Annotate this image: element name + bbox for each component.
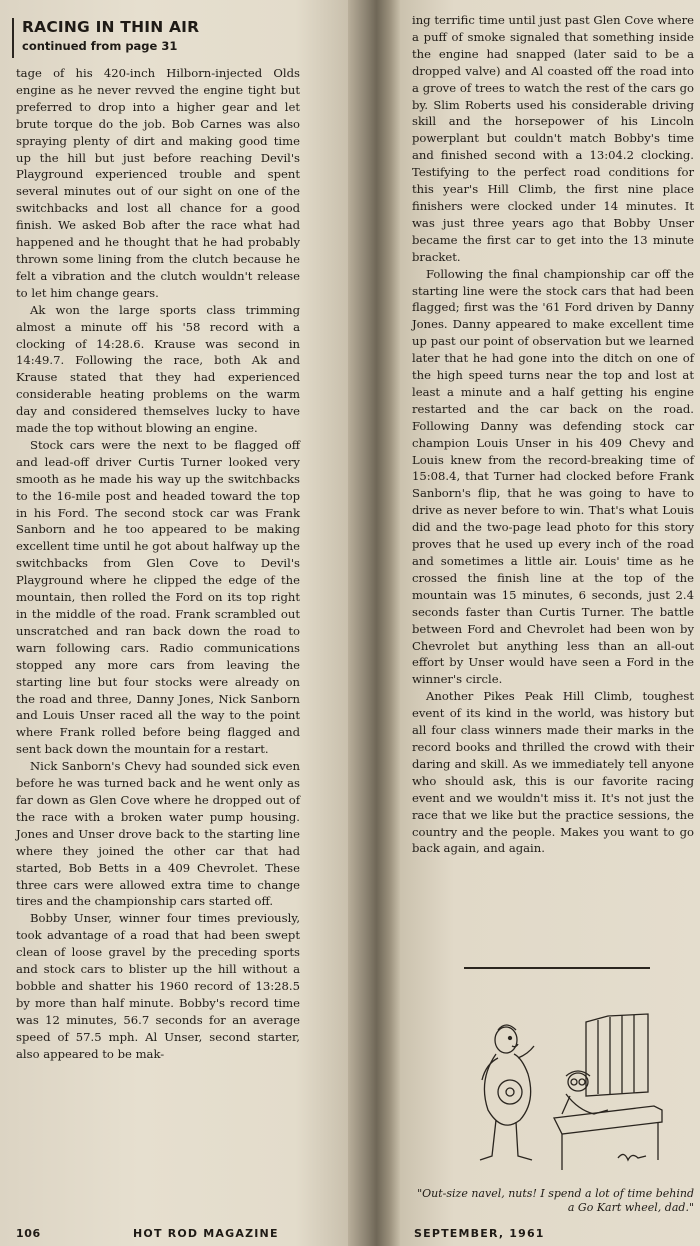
- left-page: [0, 0, 348, 1246]
- paragraph: Following the final championship car off the starting line were the stock cars that had been flagged; first was the '61 Ford driven by Danny Jones. Danny appeared to make excellent time up past our point of observation but we learned later that he had gone into the ditch on one of the high speed turns near the top and lost at least a minute and a half getting his engine restarted and the car back on the road. Following Danny was defending stock car champion Louis Unser in his 409 Chevy and Louis knew from the record-breaking time of 15:08.4, that Turner had clocked before Frank Sanborn's flip, that he was going to have to drive as never before to win. That's what Louis did and the two-page lead photo for this story proves that he used up every inch of the road and sometimes a little air. Louis' time as he crossed the finish line at the top of the mountain was 15 minutes, 6 seconds, just 2.4 seconds faster than Curtis Turner. The battle between Ford and Chevrolet had been won by Chevrolet but anything less than an all-out effort by Unser would have seen a Ford in the winner's circle.: [412, 266, 694, 687]
- headline-rule: [12, 18, 14, 58]
- cartoon-illustration: [458, 1010, 680, 1180]
- page-number: 106: [16, 1227, 41, 1240]
- article-headline: RACING IN THIN AIR: [22, 18, 200, 36]
- paragraph: ing terrific time until just past Glen Cove where a puff of smoke signaled that something inside the engine had snapped (later said to be a dropped valve) and Al coasted off the road into a grove of trees to watch the rest of the cars go by. Slim Roberts used his considerable driving skill and the horsepower of his Lincoln powerplant but couldn't match Bobby's time and finished second with a 13:04.2 clocking. Testifying to the perfect road conditions for this year's Hill Climb, the first nine place finishers were clocked under 14 minutes. It was just three years ago that Bobby Unser became the first car to get into the 13 minute bracket.: [412, 13, 694, 264]
- paragraph: tage of his 420-inch Hilborn-injected Olds engine as he never revved the engine tight but preferred to drop into a higher gear and let brute torque do the job. Bob Carnes was also spraying plenty of dirt and making good time up the hill but just before reaching Devil's Playground experienced trouble and spent several minutes out of our sight on one of the switchbacks and lost all chance for a good finish. We asked Bob after the race what had happened and he thought that he had probably thrown some lining from the clutch because he felt a vibration and the clutch wouldn't release to let him change gears.: [16, 66, 300, 300]
- paragraph: Stock cars were the next to be flagged off and lead-off driver Curtis Turner looked very smooth as he made his way up the switchbacks to the 16-mile post and headed toward the top in his Ford. The second stock car was Frank Sanborn and he too appeared to be making excellent time until he got about halfway up the switchbacks from Glen Cove to Devil's Playground where he clipped the edge of the mountain, then rolled the Ford on its top right in the middle of the road. Frank scrambled out unscratched and ran back down the road to warn following cars. Radio communications stopped any more cars from leaving the starting line but four stocks were already on the road and three, Danny Jones, Nick Sanborn and Louis Unser raced all the way to the point where Frank rolled before being flagged and sent back down the mountain for a restart.: [16, 437, 300, 757]
- continued-line: continued from page 31: [22, 39, 178, 53]
- magazine-name: HOT ROD MAGAZINE: [133, 1227, 279, 1240]
- cartoon-caption: "Out-size navel, nuts! I spend a lot of time behind a Go Kart wheel, dad.": [417, 1187, 694, 1214]
- page-gutter: [348, 0, 400, 1246]
- right-column: [412, 12, 694, 857]
- paragraph: Bobby Unser, winner four times previously, took advantage of a road that had been swept clean of loose gravel by the preceding sports and stock cars to blister up the hill without a bobble and shatter his 1960 record of 13:28.5 by more than half minute. Bobby's record time was 12 minutes, 56.7 seconds for an average speed of 57.5 mph. Al Unser, second starter, also appeared to be mak-: [16, 911, 300, 1061]
- section-divider: [464, 967, 650, 969]
- issue-date: SEPTEMBER, 1961: [414, 1227, 545, 1240]
- left-column: [16, 65, 300, 1062]
- paragraph: Another Pikes Peak Hill Climb, toughest event of its kind in the world, was history but all four class winners made their marks in the record books and thrilled the crowd with their daring and skill. As we immediately tell anyone who should ask, this is our favorite racing event and we wouldn't miss it. It's not just the race that we like but the practice sessions, the country and the people. Makes you want to go back again, and again.: [412, 689, 694, 856]
- paragraph: Ak won the large sports class trimming almost a minute off his '58 record with a clocking of 14:28.6. Krause was second in 14:49.7. Following the race, both Ak and Krause stated that they had experienced considerable heating problems on the warm day and considered themselves lucky to have made the top without blowing an engine.: [16, 302, 300, 436]
- paragraph: Nick Sanborn's Chevy had sounded sick even before he was turned back and he went only as far down as Glen Cove where he dropped out of the race with a broken water pump housing. Jones and Unser drove back to the starting line where they joined the other car that had started, Bob Betts in a 409 Chevrolet. These three cars were allowed extra time to change tires and the championship cars started off.: [16, 759, 300, 909]
